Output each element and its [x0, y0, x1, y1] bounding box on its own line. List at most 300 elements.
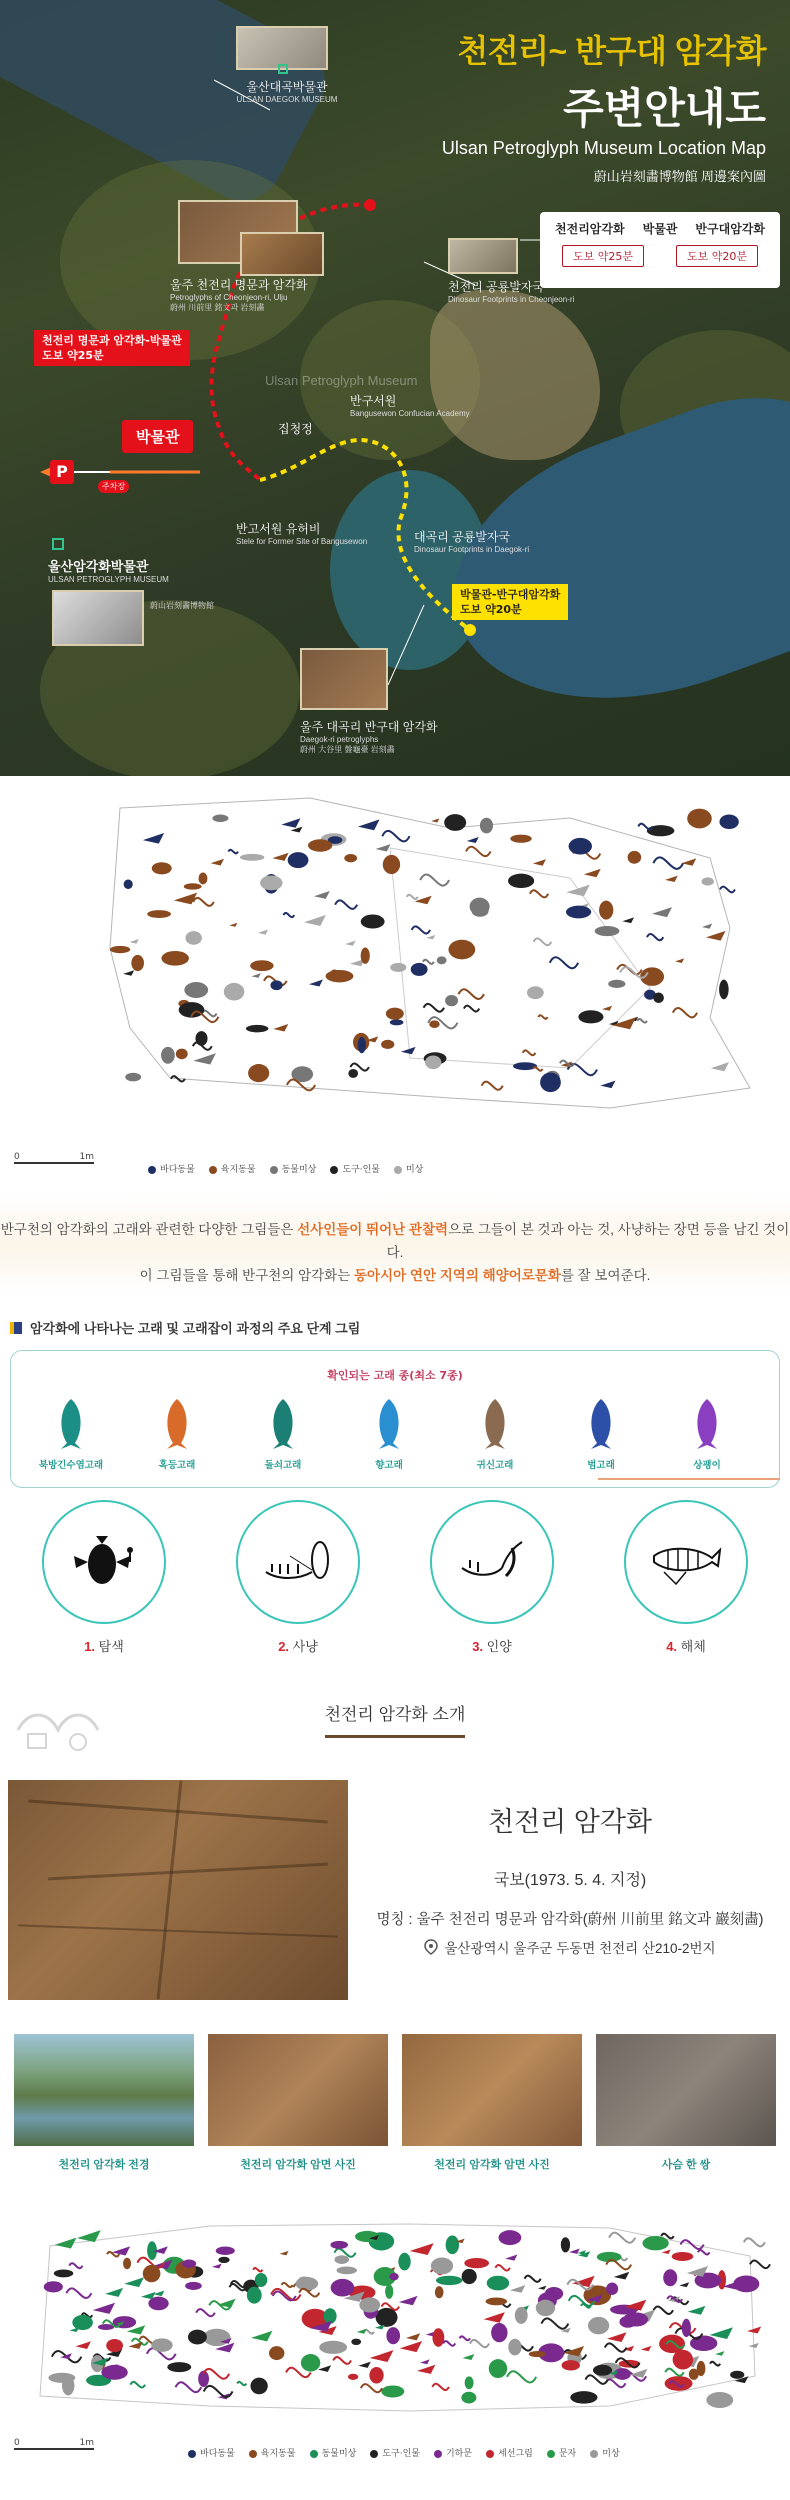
map-title-line2: 주변안내도 [563, 85, 766, 132]
thumb-image [208, 2034, 388, 2146]
legend-label: 동물미상 [281, 1165, 317, 1175]
section-square-icon [10, 1322, 22, 1334]
petroglyph-figure [195, 1031, 207, 1046]
cheonjeon-name: 울주 천전리 명문과 암각화 [170, 278, 308, 292]
petroglyph-figure [348, 2374, 358, 2380]
walk-tag-museum-bangudae: 박물관-반구대암각화 도보 약20분 [452, 584, 568, 620]
daegok-museum-name: 울산대곡박물관 [246, 80, 328, 94]
petroglyph-figure [529, 2351, 546, 2357]
petroglyph-figure [106, 2339, 123, 2352]
petroglyph-figure [246, 1025, 269, 1032]
petroglyph-figure [185, 2282, 202, 2290]
legend-label: 도구·인물 [342, 1165, 380, 1175]
thumb-caption: 천전리 암각화 암면 사진 [240, 2159, 356, 2171]
legend-item [547, 2446, 576, 2459]
legend-item [434, 2446, 472, 2459]
legend-item [209, 1162, 256, 1175]
petroglyph-museum-photo [52, 590, 144, 646]
whale-name: 혹등고래 [158, 1460, 196, 1471]
thumb-deer [596, 2034, 776, 2172]
watermark-text: Ulsan Petroglyph Museum [265, 373, 418, 388]
petroglyph-figure [437, 956, 447, 964]
petroglyph-figure [248, 1064, 269, 1082]
petroglyph-figure [188, 2330, 207, 2345]
stage-label: 인양 [486, 1639, 512, 1654]
legend-label: 도구·인물 [382, 2449, 420, 2459]
stage-number: 2. [278, 1639, 290, 1654]
petroglyph-figure [203, 2329, 230, 2346]
petroglyph-figure [561, 2237, 570, 2252]
petroglyph-figure [744, 2238, 765, 2246]
bangu-yuheobi-en: Stele for Former Site of Bangusewon [236, 537, 368, 546]
petroglyph-figure [689, 2369, 699, 2380]
stage-caption [42, 1636, 166, 1655]
petroglyph-figure [608, 980, 625, 988]
cheonjeon-photo-2 [240, 232, 324, 276]
stage-caption [430, 1636, 554, 1655]
stage-caption [624, 1636, 748, 1655]
petroglyph-figure [491, 2323, 507, 2342]
haul-whale-icon [452, 1532, 532, 1592]
stage-circle [42, 1500, 166, 1624]
daegok-cjk: 蔚州 大谷里 盤龜臺 岩刻畵 [300, 745, 395, 754]
stage-haul [430, 1500, 554, 1655]
intro-text-part: 으로 그들이 본 것과 아는 것, 사냥하는 장면 등을 남긴 것이다. [386, 1222, 790, 1260]
legend-dot-icon [590, 2450, 598, 2458]
stage-hunt [236, 1500, 360, 1655]
legend-dot-icon [310, 2450, 318, 2458]
whale-species-box [10, 1350, 780, 1488]
petroglyph-figure [390, 1019, 404, 1025]
petroglyph-figure [369, 2367, 383, 2384]
legend-dot-icon [330, 1166, 338, 1174]
scale-bar [14, 1152, 94, 1162]
petroglyph-figure [250, 960, 273, 971]
petroglyph-figure [508, 2339, 521, 2356]
petroglyph-figure [185, 931, 201, 945]
legend-item [310, 2446, 357, 2459]
petroglyph-figure [545, 2287, 563, 2300]
daegok-museum-label [222, 78, 352, 104]
petroglyph-figure [297, 2276, 311, 2287]
cheonjeon-intro-heading [0, 1700, 790, 1738]
hunt-boat-icon [258, 1532, 338, 1592]
petroglyph-figure [147, 910, 171, 918]
heading-underline [325, 1735, 465, 1738]
legend-label: 세선그림 [498, 2449, 533, 2459]
legend-label: 미상 [405, 1165, 424, 1175]
legend-col-bangudae: 반구대암각화 [695, 222, 765, 236]
scale-bar [14, 2438, 94, 2448]
thumb-caption: 천전리 암각화 암면 사진 [434, 2159, 550, 2171]
petroglyph-figure [515, 2307, 528, 2324]
intro-highlight: 선사인들이 뛰어난 관찰력 [297, 1222, 449, 1237]
thumb-image [402, 2034, 582, 2146]
museum-marker-icon [52, 538, 64, 550]
scale-unit: 1m [79, 1152, 94, 1162]
petroglyph-figure [431, 818, 439, 822]
petroglyph-figure [499, 2230, 522, 2245]
legend-item [188, 2446, 235, 2459]
whale-icon [51, 1395, 91, 1451]
whale-species [243, 1395, 323, 1471]
legend-item [330, 1162, 380, 1175]
petroglyph-figure [435, 2286, 444, 2298]
petroglyph-figure [216, 2247, 235, 2255]
stage-label: 탐색 [98, 1639, 124, 1654]
petroglyph-figure [628, 851, 642, 864]
petroglyph-figure [750, 2260, 770, 2268]
petroglyph-figure [448, 940, 475, 960]
legend-label: 미상 [602, 2449, 620, 2459]
petroglyph-figure [663, 2269, 677, 2286]
thumb-caption: 사슴 한 쌍 [661, 2159, 711, 2171]
stage-circle [236, 1500, 360, 1624]
petroglyph-figure [599, 901, 613, 920]
petroglyph-figure [487, 2276, 510, 2291]
petroglyph-figure [385, 2284, 393, 2299]
dino1-name: 천전리 공룡발자국 [448, 280, 545, 294]
search-whale-icon [64, 1532, 144, 1592]
petroglyph-figure [436, 2276, 463, 2285]
petroglyph-figure [151, 2338, 172, 2352]
stage-circle [624, 1500, 748, 1624]
cheonjeon-label [170, 276, 308, 313]
petroglyph-figure [62, 2376, 74, 2396]
legend-walk-25: 도보 약25분 [562, 245, 644, 267]
official-name: 명칭 : 울주 천전리 명문과 암각화(蔚州 川前里 銘文과 巖刻畵) [376, 1912, 764, 1928]
petroglyph-figure [570, 2391, 597, 2404]
legend-dot-icon [249, 2450, 257, 2458]
bangudae-drawing-panel [0, 776, 790, 1196]
legend-dot-icon [547, 2450, 555, 2458]
petroglyph-figure [361, 947, 370, 963]
petroglyph-museum-name: 울산암각화박물관 [48, 559, 149, 574]
petroglyph-figure [182, 2259, 196, 2267]
petroglyph-figure [730, 2371, 744, 2379]
cheonjeon-legend [188, 2446, 620, 2459]
legend-label: 육지동물 [260, 2449, 296, 2459]
legend-dot-icon [486, 2450, 494, 2458]
petroglyph-figure [110, 946, 130, 953]
thumb-image [596, 2034, 776, 2146]
bangudae-rock-drawing [10, 788, 780, 1148]
petroglyph-figure [431, 2257, 453, 2274]
petroglyph-figure [330, 2241, 348, 2249]
legend-dot-icon [148, 1166, 156, 1174]
whale-icon [475, 1395, 515, 1451]
cheonjeon-drawing-panel [0, 2200, 790, 2500]
petroglyph-figure [461, 2392, 476, 2404]
petroglyph-figure [224, 983, 245, 1001]
petroglyph-figure [411, 963, 428, 976]
address-text: 울산광역시 울주군 두동면 천전리 산210-2번지 [444, 1941, 716, 1956]
legend-label: 문자 [558, 2449, 577, 2459]
dino2-name: 대곡리 공룡발자국 [414, 530, 511, 544]
thumb-rock-2 [402, 2034, 582, 2172]
whale-name: 귀신고래 [476, 1460, 514, 1471]
stage-number: 3. [472, 1639, 484, 1654]
legend-label: 동물미상 [321, 2449, 357, 2459]
legend-item [148, 1162, 195, 1175]
petroglyph-figure [381, 2385, 404, 2397]
petroglyph-figure [444, 814, 466, 831]
whales-section-title-text: 암각화에 나타나는 고래 및 고래잡이 과정의 주요 단계 그림 [30, 1321, 361, 1336]
petroglyph-figure [351, 2339, 361, 2345]
legend-dot-icon [188, 2450, 196, 2458]
petroglyph-figure [131, 955, 144, 971]
petroglyph-figure [562, 2360, 580, 2370]
petroglyph-figure [673, 2350, 693, 2370]
petroglyph-figure [719, 815, 738, 830]
intro-text-part: 반구천의 암각화의 고래와 관련한 다양한 그림들은 [0, 1222, 298, 1237]
petroglyph-figure [308, 839, 332, 851]
petroglyph-figure [672, 2252, 694, 2261]
scale-unit: 1m [79, 2438, 94, 2448]
whale-species [349, 1395, 429, 1471]
petroglyph-figure [218, 2257, 229, 2263]
petroglyph-figure [687, 809, 712, 829]
cheonjeon-cjk: 蔚州 川前里 銘文과 岩刻畵 [170, 303, 265, 312]
petroglyph-figure [167, 2362, 191, 2372]
legend-dot-icon [394, 1166, 402, 1174]
stage-caption [236, 1636, 360, 1655]
intro-text-part: 이 그림들을 통해 반구천의 암각화는 [139, 1268, 354, 1283]
whale-name: 향고래 [375, 1460, 403, 1471]
map-title-line1: 천전리~ 반구대 암각화 [457, 33, 766, 69]
petroglyph-figure [465, 2376, 474, 2389]
petroglyph-figure [344, 854, 357, 862]
petroglyph-figure [386, 2327, 400, 2344]
petroglyph-figure [595, 926, 620, 936]
legend-dot-icon [209, 1166, 217, 1174]
legend-col-cheonjeon: 천전리암각화 [555, 222, 625, 236]
petroglyph-figure [176, 1049, 188, 1060]
petroglyph-figure [359, 2297, 380, 2312]
petroglyph-figure [386, 1008, 404, 1020]
petroglyph-figure [606, 2283, 618, 2295]
map-title-english: Ulsan Petroglyph Museum Location Map [441, 138, 766, 158]
whale-name: 범고래 [587, 1460, 615, 1471]
dino2-en: Dinosaur Footprints in Daegok-ri [414, 545, 530, 554]
petroglyph-figure [536, 2300, 555, 2316]
intro-line-1 [0, 1218, 790, 1264]
intro-highlight: 동아시아 연안 지역의 해양어로문화 [354, 1268, 561, 1283]
petroglyph-figure [123, 2258, 131, 2269]
parking-icon: P [50, 460, 74, 484]
petroglyph-museum-cjk [150, 600, 214, 611]
bangu-yuheobi-label [236, 520, 367, 546]
petroglyph-figure [540, 1072, 561, 1092]
bangu-seowon-name: 반구서원 [350, 394, 397, 408]
cheonjeon-rock-photo [8, 1780, 348, 2000]
petroglyph-figure [508, 874, 534, 888]
petroglyph-figure [445, 995, 458, 1006]
petroglyph-figure [486, 2297, 508, 2305]
legend-item [370, 2446, 420, 2459]
petroglyph-figure [124, 879, 133, 889]
legend-label: 바다동물 [160, 1165, 195, 1175]
thumb-overview [14, 2034, 194, 2172]
petroglyph-figure [588, 2317, 609, 2334]
intro-line-2 [0, 1264, 790, 1287]
divider-line [598, 1478, 780, 1480]
petroglyph-figure [398, 2253, 410, 2271]
petroglyph-figure [462, 2269, 477, 2284]
petroglyph-figure [198, 873, 207, 885]
petroglyph-figure [701, 877, 713, 885]
bangudae-legend [148, 1162, 423, 1175]
petroglyph-figure [184, 883, 202, 889]
whale-species [455, 1395, 535, 1471]
petroglyph-figure [335, 2255, 350, 2264]
scale-zero: 0 [14, 1152, 20, 1162]
legend-item [270, 1162, 317, 1175]
stage-search [42, 1500, 166, 1655]
petroglyph-figure [383, 855, 400, 874]
bangu-yuheobi-name: 반고서원 유허비 [236, 522, 321, 536]
address [360, 1937, 780, 1957]
dino1-en: Dinosaur Footprints in Cheonjeon-ri [448, 295, 575, 304]
stage-butcher [624, 1500, 748, 1655]
scale-zero: 0 [14, 2438, 20, 2448]
bangu-seowon-label [350, 392, 470, 418]
petroglyph-figure [288, 852, 309, 868]
petroglyph-museum-label [48, 556, 169, 584]
petroglyph-figure [381, 1040, 394, 1049]
whale-icon [581, 1395, 621, 1451]
national-treasure: 국보(1973. 5. 4. 지정) [493, 1872, 647, 1889]
thumb-caption: 천전리 암각화 전경 [58, 2159, 150, 2171]
thumb-rock-1 [208, 2034, 388, 2172]
petroglyph-figure [593, 2365, 612, 2376]
legend-label: 바다동물 [200, 2449, 235, 2459]
legend-item [394, 1162, 423, 1175]
jipcheongjeong-label: 집청정 [278, 422, 313, 436]
petroglyph-figure [566, 906, 591, 919]
petroglyph-figure [301, 2354, 320, 2372]
cheonjeon-intro-heading-text: 천전리 암각화 소개 [324, 1705, 466, 1724]
petroglyph-figure [161, 1047, 175, 1064]
dino2-label [414, 528, 529, 554]
whale-name: 돌쇠고래 [264, 1460, 302, 1471]
petroglyph-figure [682, 2319, 691, 2337]
whale-species [667, 1395, 747, 1471]
petroglyph-figure [446, 2236, 459, 2255]
butcher-whale-icon [646, 1532, 726, 1592]
whale-name: 북방긴수염고래 [38, 1460, 104, 1471]
daegok-photo [300, 648, 388, 710]
legend-label: 기하문 [445, 2449, 473, 2459]
whale-icon [157, 1395, 197, 1451]
petroglyph-figure [348, 1069, 358, 1078]
petroglyph-figure [337, 2267, 357, 2275]
museum-marker-icon [278, 64, 288, 74]
petroglyph-figure [184, 982, 208, 998]
whale-name: 상괭이 [693, 1460, 721, 1471]
petroglyph-figure [152, 862, 172, 874]
whales-section-title [10, 1318, 360, 1337]
map-title-cjk: 蔚山岩刻畵博物館 周邊案內圖 [593, 169, 766, 184]
petroglyph-figure [331, 2279, 355, 2297]
daegok-label [300, 718, 438, 755]
cheonjeon-en: Petroglyphs of Cheonjeon-ri, Ulju [170, 293, 288, 302]
whale-species [137, 1395, 217, 1471]
location-pin-icon [424, 1939, 438, 1955]
petroglyph-figure [619, 2316, 636, 2328]
stage-circle [430, 1500, 554, 1624]
petroglyph-figure [429, 1020, 439, 1028]
petroglyph-figure [212, 814, 228, 822]
petroglyph-figure [319, 2341, 347, 2354]
cheonjeon-rock-drawing [10, 2206, 780, 2426]
petroglyph-figure [270, 980, 282, 990]
museum-tag: 박물관 [122, 420, 193, 453]
petroglyph-figure [733, 2275, 759, 2292]
legend-item [249, 2446, 296, 2459]
whale-icon [263, 1395, 303, 1451]
walk-time-legend [540, 212, 780, 288]
daegok-museum-en: ULSAN DAEGOK MUSEUM [236, 95, 338, 104]
petroglyph-figure [638, 824, 652, 829]
legend-dot-icon [370, 2450, 378, 2458]
walk-tag-cheonjeon-museum: 천전리 명문과 암각화-박물관 도보 약25분 [34, 330, 190, 366]
legend-item [590, 2446, 619, 2459]
petroglyph-figure [361, 915, 385, 929]
intro-text-part: 를 잘 보여준다. [560, 1268, 651, 1283]
parking-lot-tag: 주차장 [98, 480, 129, 493]
petroglyph-figure [470, 898, 490, 916]
whale-icon [369, 1395, 409, 1451]
petroglyph-figure [101, 2365, 127, 2380]
petroglyph-figure [464, 2258, 489, 2268]
petroglyph-figure [54, 2269, 74, 2277]
petroglyph-figure [642, 2236, 668, 2250]
petroglyph-figure [653, 992, 664, 1003]
petroglyph-figure [706, 2392, 733, 2408]
intro-text [0, 1218, 790, 1287]
petroglyph-figure [489, 2359, 507, 2378]
petroglyph-museum-cjk-text: 蔚山岩刻畵博物館 [150, 601, 214, 610]
cheonjeon-info [360, 1790, 780, 1957]
petroglyph-figure [358, 1037, 366, 1053]
petroglyph-figure [578, 1010, 603, 1023]
petroglyph-figure [260, 875, 282, 890]
legend-item [486, 2446, 533, 2459]
whale-species [31, 1395, 111, 1471]
legend-walk-20: 도보 약20분 [676, 245, 758, 267]
petroglyph-figure [255, 2273, 267, 2287]
petroglyph-figure [125, 1073, 141, 1082]
legend-col-museum: 박물관 [642, 222, 678, 236]
petroglyph-figure [250, 2378, 267, 2395]
petroglyph-figure [44, 2281, 63, 2292]
dino1-label [448, 278, 574, 304]
bangu-seowon-en: Bangusewon Confucian Academy [350, 409, 470, 418]
cheonjeon-name: 천전리 암각화 [488, 1807, 652, 1837]
daegok-name: 울주 대곡리 반구대 암각화 [300, 720, 438, 734]
petroglyph-figure [527, 986, 544, 999]
whale-icon [687, 1395, 727, 1451]
petroglyph-figure [720, 887, 735, 893]
stage-label: 사냥 [292, 1639, 318, 1654]
petroglyph-figure [143, 2265, 161, 2282]
stage-number: 1. [84, 1639, 96, 1654]
legend-label: 육지동물 [220, 1165, 256, 1175]
petroglyph-museum-en: ULSAN PETROGLYPH MUSEUM [48, 575, 169, 584]
thumb-image [14, 2034, 194, 2146]
petroglyph-figure [389, 2273, 398, 2280]
